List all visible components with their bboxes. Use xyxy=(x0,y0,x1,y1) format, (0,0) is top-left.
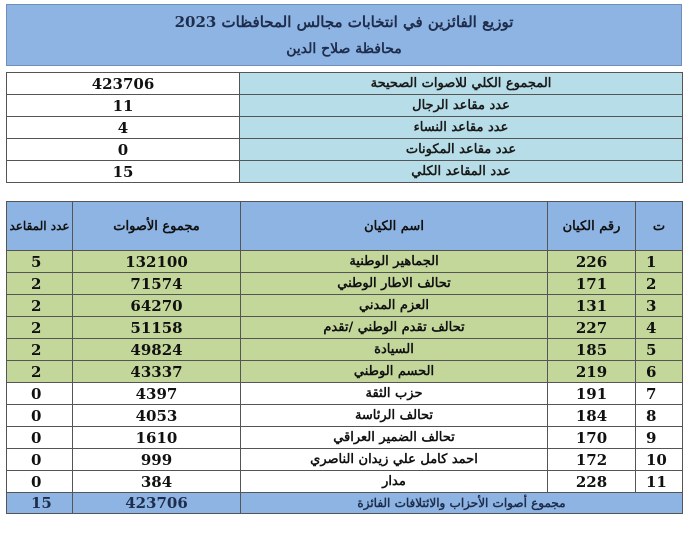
seats-cell: 0 xyxy=(7,383,73,405)
summary-row xyxy=(7,73,683,95)
index-cell: 8 xyxy=(636,405,683,427)
entity-no-cell: 191 xyxy=(548,383,636,405)
table-row xyxy=(7,361,683,383)
entity-name-cell: حزب الثقة xyxy=(241,383,548,405)
col-header-seats: عدد المقاعد xyxy=(7,202,73,251)
votes-cell: 999 xyxy=(73,449,241,471)
table-row xyxy=(7,273,683,295)
entity-no-cell: 227 xyxy=(548,317,636,339)
col-header-entity-name: اسم الكيان xyxy=(241,202,548,251)
votes-cell: 51158 xyxy=(73,317,241,339)
table-row xyxy=(7,405,683,427)
index-cell: 1 xyxy=(636,251,683,273)
entity-name-cell: مدار xyxy=(241,471,548,493)
index-cell: 10 xyxy=(636,449,683,471)
summary-value: 15 xyxy=(7,161,240,183)
results-table xyxy=(6,201,683,514)
votes-cell: 1610 xyxy=(73,427,241,449)
votes-cell: 4397 xyxy=(73,383,241,405)
entity-no-cell: 228 xyxy=(548,471,636,493)
votes-cell: 43337 xyxy=(73,361,241,383)
table-row xyxy=(7,471,683,493)
summary-value: 11 xyxy=(7,95,240,117)
summary-value: 0 xyxy=(7,139,240,161)
entity-no-cell: 171 xyxy=(548,273,636,295)
seats-cell: 2 xyxy=(7,361,73,383)
total-seats: 15 xyxy=(7,493,73,514)
summary-label: المجموع الكلي للاصوات الصحيحة xyxy=(240,73,683,95)
entity-name-cell: احمد كامل علي زيدان الناصري xyxy=(241,449,548,471)
index-cell: 9 xyxy=(636,427,683,449)
entity-no-cell: 131 xyxy=(548,295,636,317)
total-row xyxy=(7,493,683,514)
total-label: مجموع أصوات الأحزاب والائتلافات الفائزة xyxy=(241,493,683,514)
entity-name-cell: العزم المدني xyxy=(241,295,548,317)
summary-table xyxy=(6,72,683,183)
title-banner xyxy=(6,4,682,66)
summary-row xyxy=(7,161,683,183)
entity-name-cell: تحالف الاطار الوطني xyxy=(241,273,548,295)
seats-cell: 5 xyxy=(7,251,73,273)
entity-no-cell: 184 xyxy=(548,405,636,427)
table-row xyxy=(7,295,683,317)
entity-name-cell: تحالف تقدم الوطني /تقدم xyxy=(241,317,548,339)
index-cell: 6 xyxy=(636,361,683,383)
votes-cell: 64270 xyxy=(73,295,241,317)
index-cell: 11 xyxy=(636,471,683,493)
summary-value: 423706 xyxy=(7,73,240,95)
page-title: توزيع الفائزين في انتخابات مجالس المحافظات 2023 xyxy=(174,13,514,31)
col-header-votes: مجموع الأصوات xyxy=(73,202,241,251)
table-row xyxy=(7,251,683,273)
index-cell: 3 xyxy=(636,295,683,317)
votes-cell: 71574 xyxy=(73,273,241,295)
summary-label: عدد مقاعد الرجال xyxy=(240,95,683,117)
seats-cell: 0 xyxy=(7,449,73,471)
seats-cell: 2 xyxy=(7,317,73,339)
seats-cell: 0 xyxy=(7,427,73,449)
votes-cell: 4053 xyxy=(73,405,241,427)
entity-name-cell: السيادة xyxy=(241,339,548,361)
entity-no-cell: 226 xyxy=(548,251,636,273)
col-header-index: ت xyxy=(636,202,683,251)
index-cell: 2 xyxy=(636,273,683,295)
entity-no-cell: 219 xyxy=(548,361,636,383)
seats-cell: 2 xyxy=(7,339,73,361)
entity-no-cell: 172 xyxy=(548,449,636,471)
index-cell: 5 xyxy=(636,339,683,361)
seats-cell: 2 xyxy=(7,273,73,295)
table-header-row xyxy=(7,202,683,251)
seats-cell: 2 xyxy=(7,295,73,317)
index-cell: 4 xyxy=(636,317,683,339)
seats-cell: 0 xyxy=(7,405,73,427)
votes-cell: 132100 xyxy=(73,251,241,273)
table-row xyxy=(7,317,683,339)
index-cell: 7 xyxy=(636,383,683,405)
entity-no-cell: 170 xyxy=(548,427,636,449)
province-subtitle: محافظة صلاح الدين xyxy=(286,41,402,57)
votes-cell: 49824 xyxy=(73,339,241,361)
summary-row xyxy=(7,95,683,117)
votes-cell: 384 xyxy=(73,471,241,493)
entity-no-cell: 185 xyxy=(548,339,636,361)
entity-name-cell: الحسم الوطني xyxy=(241,361,548,383)
table-row xyxy=(7,339,683,361)
seats-cell: 0 xyxy=(7,471,73,493)
table-row xyxy=(7,383,683,405)
entity-name-cell: تحالف الضمير العراقي xyxy=(241,427,548,449)
table-row xyxy=(7,449,683,471)
summary-label: عدد المقاعد الكلي xyxy=(240,161,683,183)
entity-name-cell: تحالف الرئاسة xyxy=(241,405,548,427)
total-votes: 423706 xyxy=(73,493,241,514)
summary-label: عدد مقاعد النساء xyxy=(240,117,683,139)
summary-row xyxy=(7,139,683,161)
summary-row xyxy=(7,117,683,139)
col-header-entity-no: رقم الكيان xyxy=(548,202,636,251)
table-row xyxy=(7,427,683,449)
summary-label: عدد مقاعد المكونات xyxy=(240,139,683,161)
entity-name-cell: الجماهير الوطنية xyxy=(241,251,548,273)
summary-value: 4 xyxy=(7,117,240,139)
